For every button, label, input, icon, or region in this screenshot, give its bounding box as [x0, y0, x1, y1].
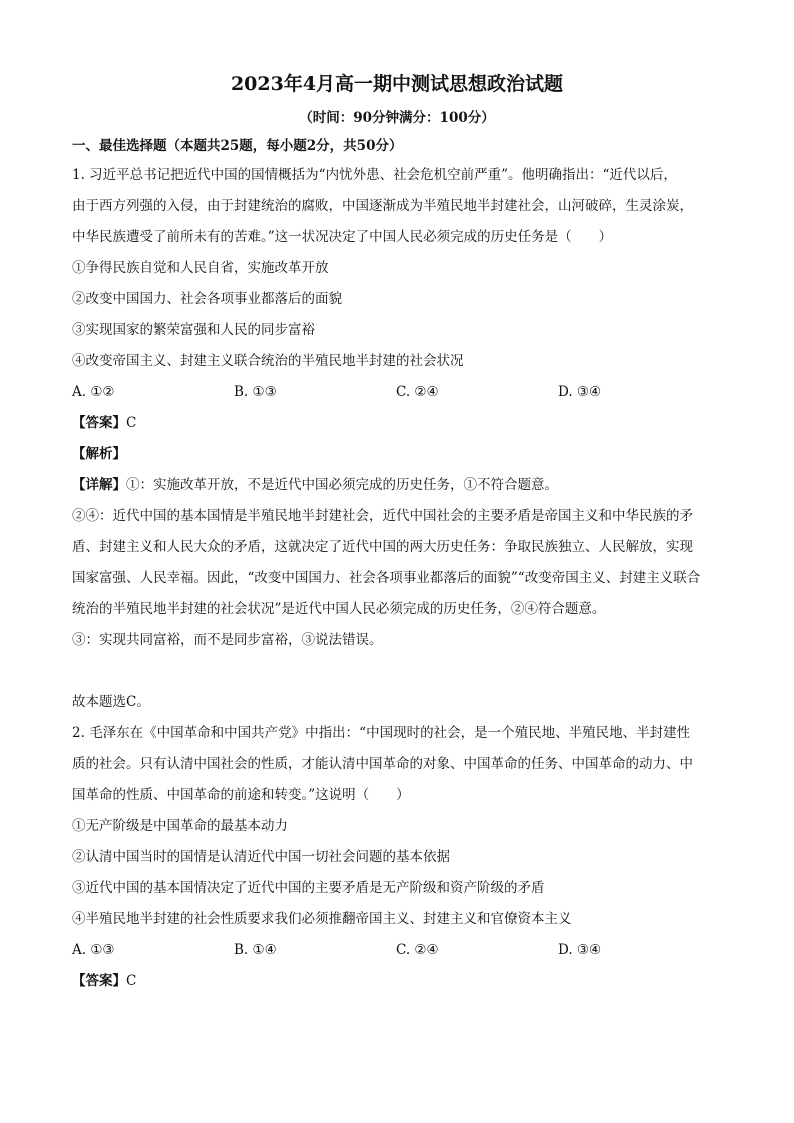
q1-detail-line-4: 国家富强、人民幸福。因此，“改变中国国力、社会各项事业都落后的面貌”“改变帝国主义、封建主义联合: [72, 570, 701, 586]
q1-detail-line-2: ②④：近代中国的基本国情是半殖民地半封建社会，近代中国社会的主要矛盾是帝国主义和中华民族的矛: [72, 508, 693, 524]
q2-stem-line-3: 国革命的性质、中国革命的前途和转变。”这说明（ ）: [72, 787, 410, 803]
q1-detail-text-1: ①：实施改革开放，不是近代中国必须完成的历史任务，①不符合题意。: [126, 477, 558, 493]
q2-stem-line-1: 2. 毛泽东在《中国革命和中国共产党》中指出：“中国现时的社会，是一个殖民地、半殖民地、半封建性: [72, 725, 691, 741]
q1-stem-line-1: 1. 习近平总书记把近代中国的国情概括为“内忧外患、社会危机空前严重”。他明确指出：“近代以后，: [72, 167, 677, 183]
q2-answer: [72, 966, 722, 997]
q1-choice-d: D. ③④: [558, 384, 602, 400]
q1-option-2: ②改变中国国力、社会各项事业都落后的面貌: [72, 291, 342, 307]
exam-title: 2023年4月高一期中测试思想政治试题: [230, 73, 564, 95]
q1-stem-line-2: 由于西方列强的入侵，由于封建统治的腐败，中国逐渐成为半殖民地半封建社会，山河破碎，生灵涂炭，: [72, 198, 693, 214]
q2-choice-a: A. ①③: [72, 942, 115, 958]
q2-choice-c: C. ②④: [396, 942, 439, 958]
q2-answer-value: C: [126, 973, 137, 989]
q2-stem-line-2: 质的社会。只有认清中国社会的性质，才能认清中国革命的对象、中国革命的任务、中国革命的动力、中: [72, 756, 693, 772]
q1-answer: [72, 408, 722, 439]
q1-answer-label: 【答案】: [72, 415, 126, 431]
exam-page: [72, 60, 722, 997]
exam-subtitle: （时间：90分钟满分：100分）: [299, 110, 495, 126]
q1-analysis-label: 【解析】: [72, 446, 126, 462]
q1-detail-line-1: [72, 470, 722, 501]
q1-detail-line-6: ③：实现共同富裕，而不是同步富裕，③说法错误。: [72, 632, 383, 648]
q2-option-3: ③近代中国的基本国情决定了近代中国的主要矛盾是无产阶级和资产阶级的矛盾: [72, 880, 545, 896]
q1-detail-line-5: 统治的半殖民地半封建的社会状况”是近代中国人民必须完成的历史任务，②④符合题意。: [72, 601, 606, 617]
q1-choice-a: A. ①②: [72, 384, 115, 400]
q1-option-4: ④改变帝国主义、封建主义联合统治的半殖民地半封建的社会状况: [72, 353, 464, 369]
q2-option-1: ①无产阶级是中国革命的最基本动力: [72, 818, 288, 834]
section-heading: 一、最佳选择题（本题共25题，每小题2分，共50分）: [72, 138, 403, 154]
question-1: [72, 160, 722, 718]
q1-stem-line-3: 中华民族遭受了前所未有的苦难。”这一状况决定了中国人民必须完成的历史任务是（ ）: [72, 229, 613, 245]
q1-choice-c: C. ②④: [396, 384, 439, 400]
q2-answer-label: 【答案】: [72, 973, 126, 989]
q1-analysis: [72, 439, 722, 470]
q2-choices: [72, 935, 722, 966]
q1-choice-b: B. ①③: [234, 384, 277, 400]
blank-line: [72, 656, 722, 687]
q1-detail-line-3: 盾、封建主义和人民大众的矛盾，这就决定了近代中国的两大历史任务：争取民族独立、人民解放，实现: [72, 539, 693, 555]
q1-choices: [72, 377, 722, 408]
q1-detail-label: 【详解】: [72, 477, 126, 493]
q1-conclusion: 故本题选C。: [72, 694, 150, 710]
q2-option-2: ②认清中国当时的国情是认清近代中国一切社会问题的基本依据: [72, 849, 450, 865]
q2-choice-b: B. ①④: [234, 942, 277, 958]
q1-answer-value: C: [126, 415, 137, 431]
q1-option-1: ①争得民族自觉和人民自省，实施改革开放: [72, 260, 329, 276]
q2-option-4: ④半殖民地半封建的社会性质要求我们必须推翻帝国主义、封建主义和官僚资本主义: [72, 911, 572, 927]
q1-option-3: ③实现国家的繁荣富强和人民的同步富裕: [72, 322, 315, 338]
q2-choice-d: D. ③④: [558, 942, 602, 958]
question-2: [72, 718, 722, 997]
